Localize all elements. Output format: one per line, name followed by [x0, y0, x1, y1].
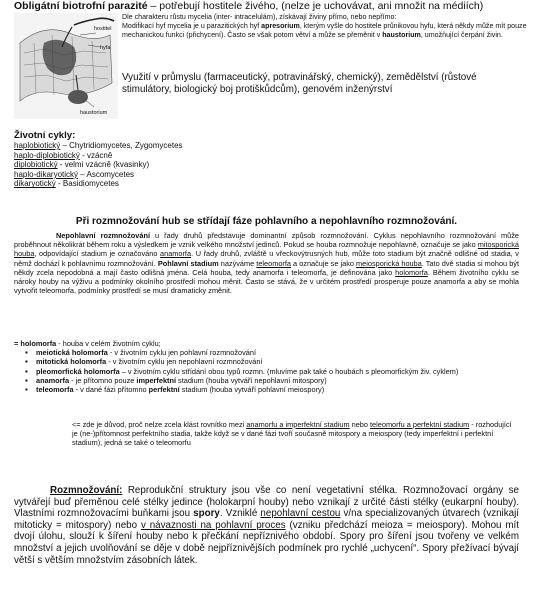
list-item — [36, 367, 519, 376]
para-text: a označuje se jako — [290, 258, 357, 268]
cycle-desc: - Basidiomycetes — [55, 179, 119, 189]
note-text: <= zde je důvod, proč nelze zcela klást rovnítko mezi — [72, 420, 247, 429]
perfektni-term: perfektní — [148, 385, 180, 395]
title-obligatni: Obligátní biotrofní parazité — [14, 0, 148, 12]
cycle-term: haplobiotický — [14, 141, 61, 150]
cycle-term: diplobiotický — [14, 160, 58, 170]
note-paragraph — [72, 420, 512, 448]
cycle-item — [14, 170, 314, 180]
intro-text-b: , kterým vyšle do hostitele průnikovou hyfu, která někdy může mít pouze mechanickou funkci (přichycení). Často se však potom větví a může se přeměnit v — [122, 22, 527, 40]
para-text: , odpovídající stadium je označováno — [34, 249, 161, 259]
cycle-term: dikaryotický — [14, 179, 56, 189]
holomorfa-type: anamorfa — [36, 375, 70, 385]
apresorium-term: apresorium — [261, 22, 300, 31]
holomorfa-block — [14, 339, 519, 394]
para-text: . U řady druhů, zvláště u vřeckovýtrusných hub, může toto stadium být značně odlišné od stadia, v němž dochází k pohlavnímu rozmnožování. — [14, 249, 519, 268]
note-underlined: anamorfu a imperfektní stadium — [246, 420, 350, 429]
cycle-item — [14, 179, 314, 189]
spory-term: spory — [193, 508, 220, 520]
holomorfa-desc: - v životním cyklu jen pohlavní rozmnožování — [107, 348, 256, 358]
cycle-desc: - vzácně — [79, 150, 113, 160]
teleomorfa-term: teleomorfa — [256, 258, 291, 268]
nepohlavni-paragraph — [14, 231, 519, 295]
holomorfa-desc: - je přítomno pouze — [69, 375, 137, 385]
section-heading: Při rozmnožování hub se střídají fáze pohlavního a nepohlavního rozmnožování. — [75, 216, 458, 227]
imperfektni-term: imperfektní — [136, 375, 177, 385]
cycle-term: haplo-diplobiotický — [14, 150, 80, 160]
list-item — [36, 385, 519, 394]
intro-text-a: Modifikací hyf mycelia je u parazitických hyf — [122, 22, 262, 31]
holomorfa-type: mitotická holomorfa — [36, 357, 107, 367]
cycle-desc: - velmi vzácně (kvasinky) — [57, 160, 150, 170]
holomorfa-lead-term: = holomorfa — [14, 339, 57, 348]
holomorfa-type: pleomorfická holomorfa — [36, 366, 120, 376]
meiosporicka-term: meiosporická houba — [356, 258, 422, 268]
haustorium-illustration — [14, 13, 118, 119]
holomorfa-desc: stadium (houba vytváří pohlavní meiospory) — [179, 385, 325, 395]
para-text: u řady druhů představuje dominantní způsob rozmnožování. Cyklus nepohlavního rozmnožování může proběhnout několikrát během roku a výsledkem je vznik velkého množství jedinců. Pokud se houba rozmnožuje nepohlavně, označuje se jako — [14, 231, 519, 250]
cycle-term: haplo-dikaryotický — [14, 169, 79, 179]
list-item — [36, 348, 519, 357]
intro-line-1: Dle charakteru růstu mycelia (inter- intracelulárn), získávají živiny přímo, nebo nepřímo: — [122, 13, 397, 21]
nepohlavni-cestou-term: nepohlavní cestou — [260, 508, 341, 520]
repro-text: . Vzniklé — [219, 508, 261, 520]
figure-label-hyfa: hyfa — [100, 45, 111, 51]
pohlavni-stadium-term: Pohlavní stadium — [157, 258, 219, 268]
vyuziti-paragraph: Využití v průmyslu (farmaceutický, potravinářský, chemický), zemědělství (růstové stimulátory, biologický boj protiškůdcům), genovém inženýrství — [122, 72, 477, 95]
holomorfa-type: meiotická holomorfa — [36, 348, 108, 358]
holomorfa-lead — [14, 339, 519, 348]
holomorfa-lead-text: - houba v celém životním cyklu; — [56, 339, 161, 348]
intro-text-c: , umožňující čerpání živin. — [420, 31, 503, 40]
para-text: . Tato dvě stadia si mohou být někdy zcela nepodobná a mají často odlišná jména. Celá houba, tedy anamorfa i teleomorfa, je definována jako — [14, 258, 519, 277]
cycle-desc: – Ascomycetes — [78, 169, 135, 179]
cycle-item — [14, 141, 314, 151]
note-underlined: teleomorfu a perfektní stadium — [370, 420, 470, 429]
nepohlavni-term: Nepohlavní rozmnožování — [56, 231, 150, 240]
repro-text: v/na specializovaných útvarech (vznikají mitoticky = mitospory) nebo — [14, 508, 519, 531]
title-rest: – potřebují hostitele živého, (nelze je uchovávat, ani množit na médiích) — [147, 0, 484, 12]
para-text: . Během životního cyklu se nároky houby na výživu a podmínky okolního prostředí mohou měnit. Často se stává, že v určitém prostředí prosperuje pouze anamorfa a aby se mohla vytvořit teleomorfa, podmínky prostředí se musí dramaticky změnit. — [14, 267, 519, 296]
cycles-list — [14, 141, 314, 189]
holomorfa-desc: - v dané fázi přítomno — [73, 385, 149, 395]
haustorium-term: haustorium — [382, 31, 421, 40]
cycles-title: Životní cykly: — [14, 130, 76, 141]
intro-paragraph — [122, 13, 530, 41]
cycle-desc: – Chytridiomycetes, Zygomycetes — [60, 141, 183, 150]
haustorium-figure — [14, 13, 118, 119]
cycle-item — [14, 151, 314, 161]
holomorfa-desc: - v životním cyklu jen nepohlavní rozmnožování — [106, 357, 263, 367]
rozmnozovani-title: Rozmnožování: — [50, 485, 123, 496]
list-item — [36, 376, 519, 385]
rozmnozovani-paragraph — [14, 485, 519, 566]
para-text: nazýváme — [218, 258, 257, 268]
holomorfa-desc: – v životním cyklu střídání obou typů rozmn. (mluvíme pak také o houbách s pleomorfickým živ. cyklem) — [119, 366, 459, 376]
note-text: nebo — [349, 420, 371, 429]
holomorfa-list — [14, 348, 519, 394]
holomorfa-term: holomorfa — [395, 267, 428, 277]
figure-label-haustorium: haustorium — [80, 110, 108, 116]
section-title-line — [14, 0, 532, 12]
list-item — [36, 357, 519, 366]
mitosporicka-term: mitosporická houba — [14, 240, 519, 259]
navaznost-term: v návaznosti na pohlavní proces — [140, 519, 286, 531]
repro-text: Reprodukční struktury jsou vše co není vegetativní stélka. Rozmnožovací orgány se vytvářejí buď přeměnou celé stélky jedince (holokarpní houby) nebo vznikají z určité části stélky (eukarpní houby). Vlastními rozmnožovacími buňkami jsou — [14, 485, 519, 520]
holomorfa-type: teleomorfa — [36, 385, 74, 395]
holomorfa-desc: stadium (houba vytváří nepohlavní mitospory) — [176, 375, 327, 385]
note-text: - rozhodující je (ne-)přítomnost perfektního stadia, takže když se v dané fázi tvoří současně mitospory a meiospory (tedy imperfektní i perfektní stadium), jedná se také o teleomorfu — [72, 420, 512, 448]
cycle-item — [14, 160, 314, 170]
anamorfa-term: anamorfa — [160, 249, 192, 259]
figure-label-hostitel: hostitel — [94, 26, 112, 32]
repro-text: (vzniku předchází meioza = meiospory). Mohou mít dvojí úlohu, slouží k šíření houby nebo k přečkání nepříznivého období. Spory pro šíření jsou tvořeny ve velkém množství a jejich uvolňování se děje v době nejpříznivějších podmínek pro rychlé „uchycení“. Spory přežívací bývají větší s větším množstvím zásobních látek. — [14, 519, 519, 566]
